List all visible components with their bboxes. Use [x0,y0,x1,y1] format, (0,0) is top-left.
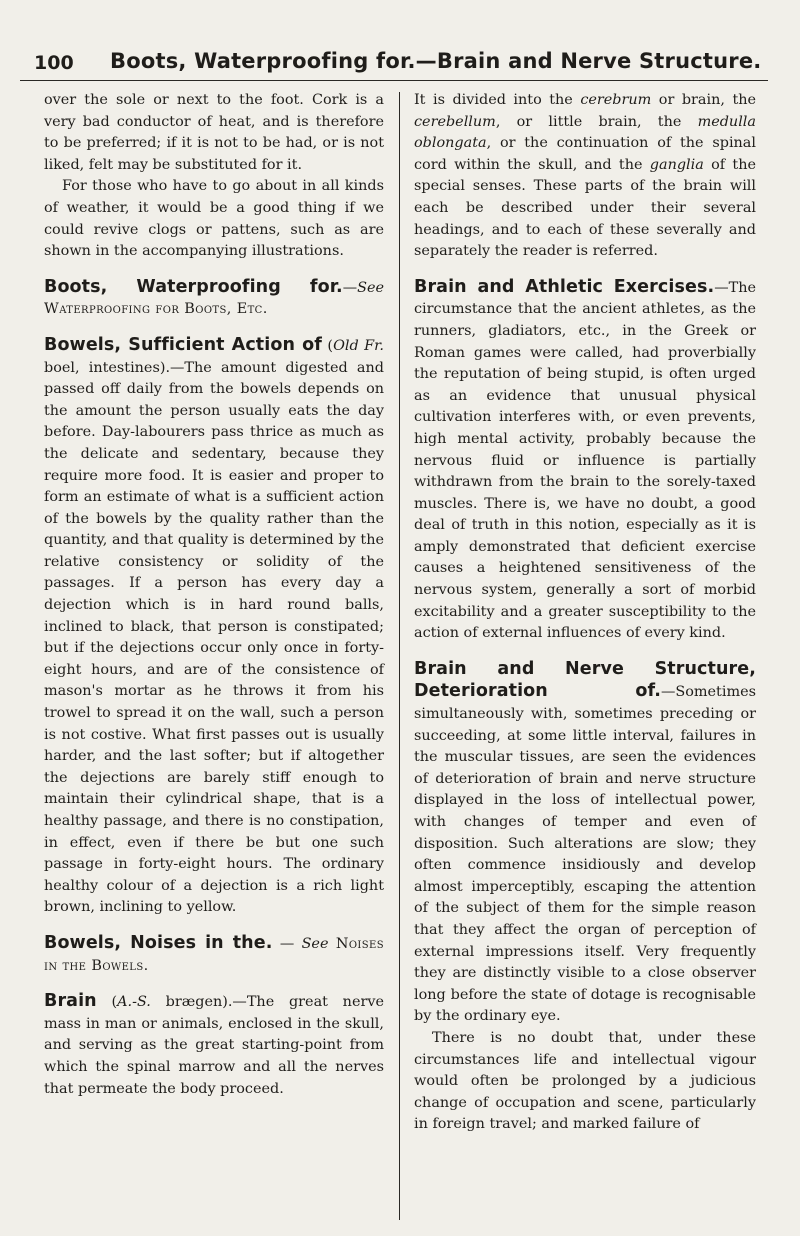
term-ganglia: ganglia [649,156,704,173]
right-column [414,90,756,1136]
entry-heading: Brain [44,991,97,1012]
column-divider [399,92,400,1220]
page-header [20,38,768,81]
entry-heading: Brain and Nerve Structure, Deterioration of. [414,658,756,702]
etymology-language: Old Fr. [333,337,384,354]
entry-heading: Boots, Waterproofing for. [44,276,343,297]
entry-body: The circumstance that the ancient athletes, as the runners, gladiators, etc., in the Greek or Roman games were called, had proverbially the reputation of being stupid, is often urged as an evidence that unusual physical cultivation interferes with, or even prevents, high mental activity, probably because the nervous fluid or influence is partially withdrawn from the brain to the sorely-taxed muscles. There is, we have no doubt, a good deal of truth in this notion, especially as it is amply demonstrated that deficient exercise causes a heightened sensitiveness of the nervous system, generally a sort of morbid excitability and a greater susceptibility to the action of external influences of every kind. [414,279,756,642]
term-medulla: medulla oblongata [414,113,756,152]
page-number: 100 [34,52,74,74]
see-label: See [301,935,329,952]
entry-bowels-action: Bowels, Sufficient Action of (Old Fr. boel, intestines).—The amount digested and passed off daily from the bowels depends on the amount the person usually eats the day before. Day-labourers pass thrice as much as the delicate and sedentary, because they require more food. It is easier and proper to form an estimate of what is a sufficient action of the bowels by the quality rather than the quantity, and that quality is determined by the relative consistency or solidity of the passages. If a person has every day a dejection which is in hard round balls, inclined to black, that person is constipated; but if the dejections occur only once in forty-eight hours, and are of the consistence of mason's mortar as he throws it from his trowel to spread it on the wall, such a person is not costive. What first passes out is usually harder, and the last softer; but if altogether the dejections are barely stiff enough to maintain their cylindrical shape, that is a healthy passage, and there is no constipation, in effect, even if there be but one such passage in forty-eight hours. The ordinary healthy colour of a dejection is a rich light brown, inclining to yellow. [44,334,384,916]
entry-brain-athletic: Brain and Athletic Exercises.—The circumstance that the ancient athletes, as the runners, gladiators, etc., in the Greek or Roman games were called, had proverbially the reputation of being stupid, is often urged as an evidence that unusual physical cultivation interferes with, or even prevents, high mental activity, probably because the nervous fluid or influence is partially withdrawn from the brain to the sorely-taxed muscles. There is, we have no doubt, a good deal of truth in this notion, especially as it is amply demonstrated that deficient exercise causes a heightened sensitiveness of the nervous system, generally a sort of morbid excitability and a greater susceptibility to the action of external influences of every kind. [414,276,756,642]
entry-brain: Brain (A.-S. brægen).—The great nerve mass in man or animals, enclosed in the skull, and serving as the great starting-point from which the spinal marrow and all the nerves that permeate the body proceed. [44,991,384,1097]
entry-heading: Bowels, Noises in the. [44,932,273,953]
cross-reference: Waterproofing for Boots, Etc. [44,301,268,318]
running-title: Boots, Waterproofing for.—Brain and Nerve Structure. [110,49,762,73]
entry-body: The amount digested and passed off daily from the bowels depends on the amount the person usually eats the day before. Day-labourers pass thrice as much as the delicate and sedentary, because they require more food. It is easier and proper to form an estimate of what is a sufficient action of the bowels by the quality rather than the quantity, and that quality is determined by the relative consistency or solidity of the passages. If a person has every day a dejection which is in hard round balls, inclined to black, that person is constipated; but if the dejections occur only once in forty-eight hours, and are of the consistence of mason's mortar as he throws it from his trowel to spread it on the wall, such a person is not costive. What first passes out is usually harder, and the last softer; but if altogether the dejections are barely stiff enough to maintain their cylindrical shape, that is a healthy passage, and there is no constipation, in effect, even if there be but one such passage in forty-eight hours. The ordinary healthy colour of a dejection is a rich light brown, inclining to yellow. [44,359,384,916]
term-cerebellum: cerebellum [414,113,496,130]
entry-brain-nerve: Brain and Nerve Structure, Deterioration of.—Sometimes simultaneously with, sometimes preceding or succeeding, at some little interval, failures in the muscular tissues, are seen the evidences of deterioration of brain and nerve structure displayed in the loss of intellectual power, with changes of temper and even of disposition. Such alterations are slow; they often commence insidiously and develop almost imperceptibly, escaping the attention of the subject of them for the simple reason that they affect the organ of perception of external impressions itself. Very frequently they are distinctly visible to a close observer long before the state of dotage is recognisable by the ordinary eye. [414,658,756,1025]
left-column [44,90,384,1100]
entry-bowels-noises: Bowels, Noises in the. — See Noises in the Bowels. [44,932,384,974]
entry-heading: Bowels, Sufficient Action of [44,334,322,355]
etymology: brægen).— [150,994,247,1011]
term-cerebrum: cerebrum [580,92,652,108]
entry-body: The great nerve mass in man or animals, enclosed in the skull, and serving as the great starting-point from which the spinal marrow and all the nerves that permeate the body proceed. [44,994,384,1097]
entry-body: Sometimes simultaneously with, sometimes preceding or succeeding, at some little interval, failures in the muscular tissues, are seen the evidences of deterioration of brain and nerve structure displayed in the loss of intellectual power, with changes of temper and even of disposition. Such alterations are slow; they often commence insidiously and develop almost imperceptibly, escaping the attention of the subject of them for the simple reason that they affect the organ of perception of external impressions itself. Very frequently they are distinctly visible to a close observer long before the state of dotage is recognisable by the ordinary eye. [414,684,756,1025]
paragraph-clogs: For those who have to go about in all kinds of weather, it would be a good thing if we could revive clogs or pattens, such as are shown in the accompanying illustrations. [44,178,384,260]
paragraph-cork: over the sole or next to the foot. Cork is a very bad conductor of heat, and is therefore to be preferred; if it is not to be had, or is not liked, felt may be substituted for it. [44,92,384,173]
paragraph-travel: There is no doubt that, under these circumstances life and intellectual vigour would often be prolonged by a judicious change of occupation and scene, particularly in foreign travel; and marked failure of [414,1029,756,1133]
etymology: boel, intestines).— [44,359,185,376]
entry-heading: Brain and Athletic Exercises. [414,276,715,297]
paragraph-brain-parts: It is divided into the cerebrum or brain, the cerebellum, or little brain, the medulla oblongata, or the continuation of the spinal cord within the skull, and the ganglia of the special senses. These parts of the brain will each be described under their several headings, and to each of these severally and separately the reader is referred. [414,92,757,260]
entry-boots-waterproofing: Boots, Waterproofing for.—See Waterproofing for Boots, Etc. [44,276,384,318]
cross-reference: Noises in the Bowels. [44,935,384,974]
see-label: See [357,279,384,296]
etymology-language: A.-S. [117,994,151,1011]
